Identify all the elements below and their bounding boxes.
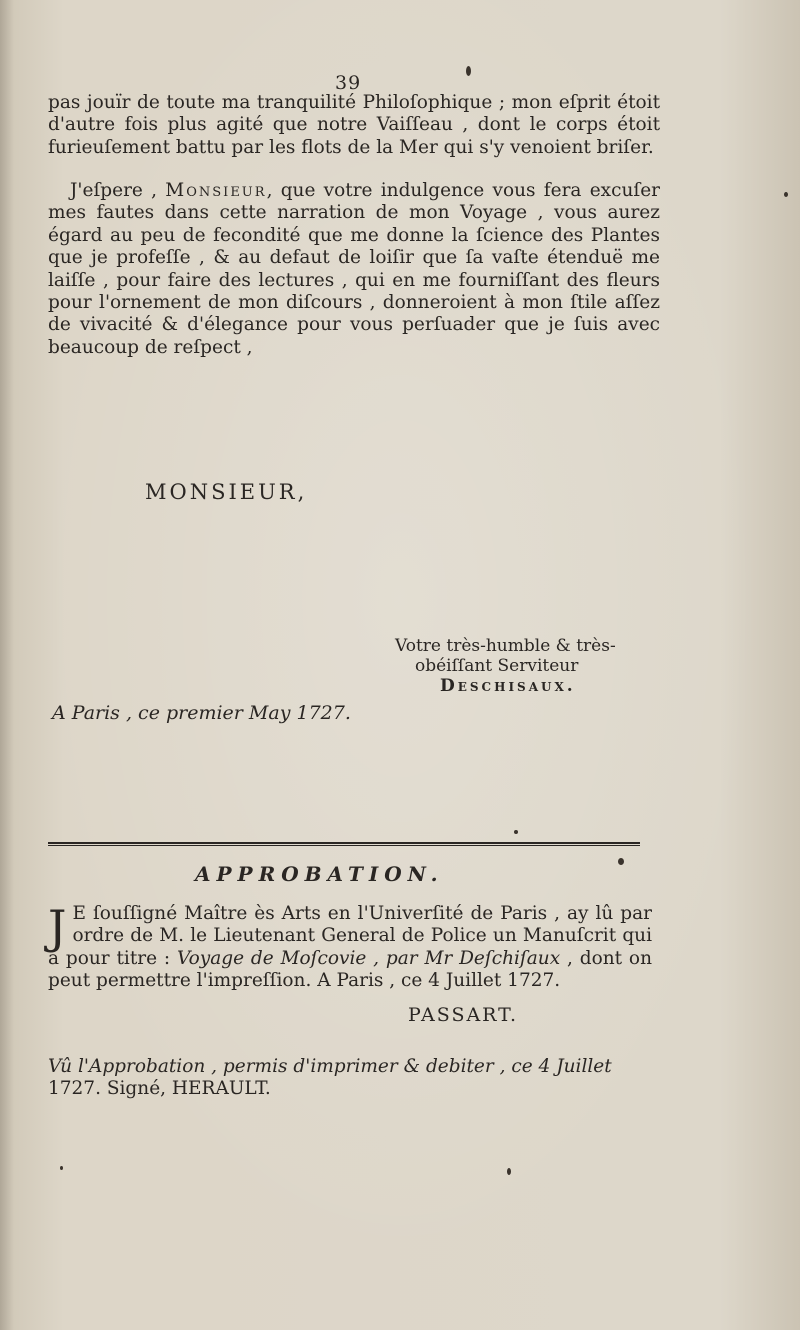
paragraph-text: pas jouïr de toute ma tranquilité Philoſophique ; mon eſprit étoit d'autre fois plus agité que notre Vaiſſeau , dont le corps étoit furieuſement battu par les flots de la Mer qui s'y venoient briſer. bbox=[48, 92, 660, 158]
approbation-heading: APPROBATION. bbox=[195, 862, 444, 886]
letter-signoff bbox=[395, 636, 616, 696]
approbation-text: , dont on peut permettre l'impreſſion. A Paris , ce 4 Juillet 1727. bbox=[48, 947, 652, 992]
approbation-signer: PASSART. bbox=[408, 1004, 519, 1026]
paragraph-text bbox=[48, 180, 660, 359]
ink-speck bbox=[507, 1168, 511, 1175]
permit-text: Vû l'Approbation , permis d'imprimer & debiter , ce 4 Juillet bbox=[48, 1056, 612, 1077]
dateline: A Paris , ce premier May 1727. bbox=[52, 702, 351, 724]
permit-text: 1727. Signé, HERAULT. bbox=[48, 1078, 271, 1100]
ink-speck bbox=[60, 1166, 63, 1170]
salutation: MONSIEUR, bbox=[145, 480, 308, 504]
address-word: Monsieur bbox=[165, 180, 267, 201]
signoff-line: Votre très-humble & très- bbox=[395, 636, 616, 656]
ink-speck bbox=[466, 66, 471, 76]
paragraph-opening: J'eſpere , bbox=[70, 180, 158, 201]
ink-speck bbox=[784, 192, 788, 197]
horizontal-rule bbox=[48, 842, 640, 846]
signature-name: Deschisaux. bbox=[440, 676, 576, 696]
drop-cap: J bbox=[48, 900, 67, 954]
approbation-paragraph bbox=[48, 900, 652, 993]
signoff-line: obéiſſant Serviteur bbox=[415, 656, 579, 676]
paragraph-body: , que votre indulgence vous fera excuſer mes fautes dans cette narration de mon Voyage , vous aurez égard au peu de fecondité que me donne la ſcience des Plantes que je profeſſe , & au defaut de loiſir que ſa vaſte étenduë me laiſſe , pour faire des lectures , qui en me fourniſſant des fleurs pour l'ornement de mon diſcours , donneroient à mon ſtile aſſez de vivacité & d'élegance pour vous perſuader que je ſuis avec beaucoup de reſpect , bbox=[48, 180, 660, 358]
letter-paragraph-2 bbox=[48, 180, 660, 359]
approbation-text: E ſouſſigné Maître ès Arts en l'Univerſité de Paris , ay lû par ordre de M. le Lieutenant General de Police un Manuſcrit qui a pour titre : bbox=[48, 903, 652, 969]
letter-paragraph-1 bbox=[48, 92, 660, 159]
ink-speck bbox=[618, 858, 624, 865]
ink-speck bbox=[514, 830, 518, 834]
printing-permit bbox=[48, 1056, 652, 1101]
book-title: Voyage de Moſcovie , par Mr Deſchiſaux bbox=[177, 947, 561, 969]
page-number: 39 bbox=[335, 72, 362, 94]
